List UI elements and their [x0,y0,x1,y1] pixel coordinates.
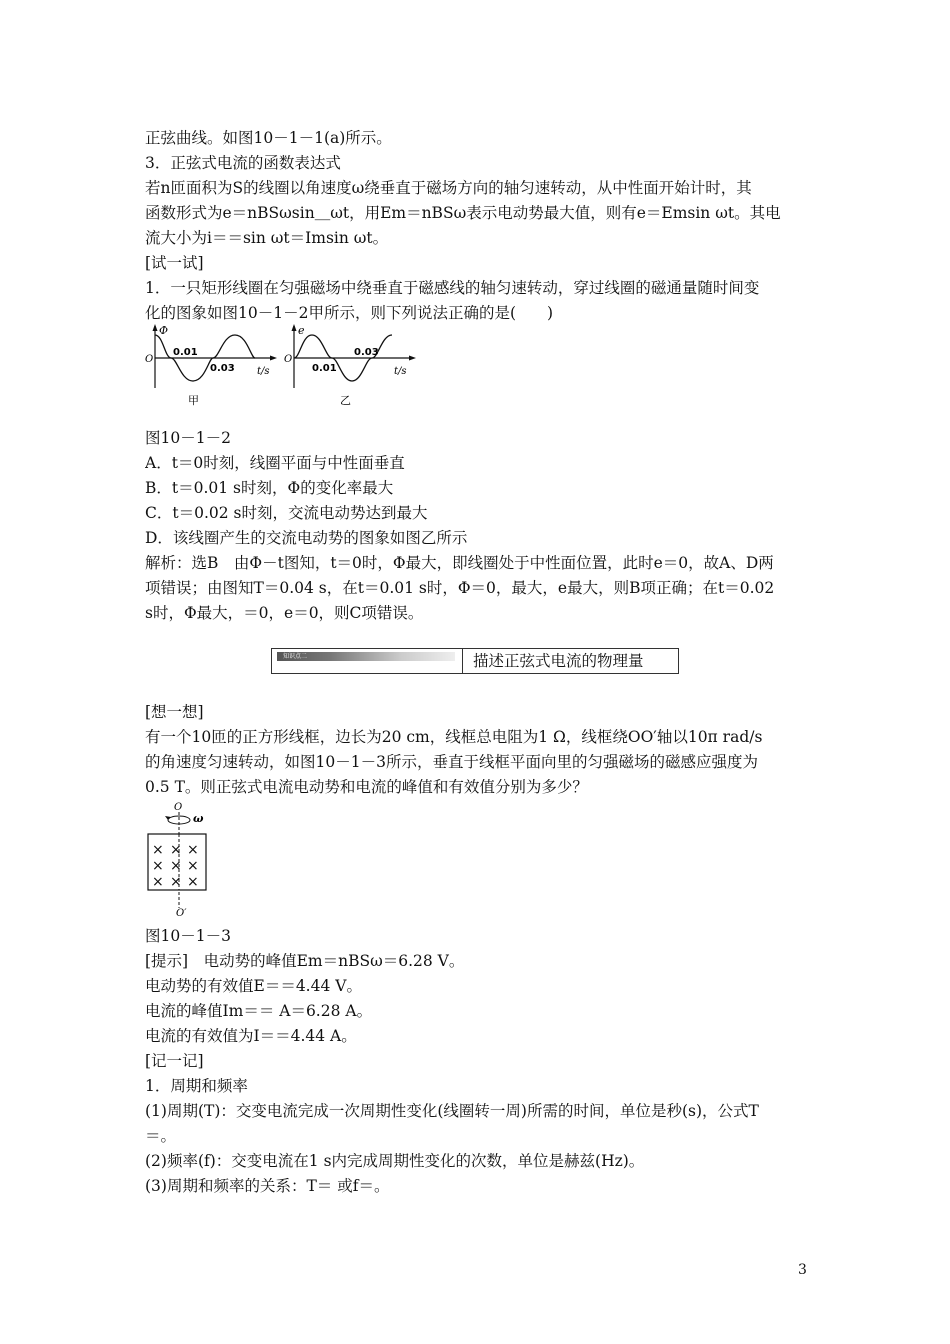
text-line: 正弦曲线。如图10－1－1(a)所示。 [145,129,392,147]
banner-tag-label: 知识点二 [283,653,308,660]
solution-text: 项错误；由图知T＝0.04 s，在t＝0.01 s时，Φ＝0，最大，e最大，则B项正确；在t＝0.02 [145,579,775,597]
field-mark: × [170,874,182,890]
banner-title: 描述正弦式电流的物理量 [473,652,644,670]
field-mark: × [152,858,164,874]
option-a: A．t＝0时刻，线圈平面与中性面垂直 [145,454,405,472]
omega-label: ω [193,812,204,825]
field-mark: × [152,842,164,858]
rotating-frame-figure [143,800,223,918]
y-axis-label: Φ [159,324,169,337]
hint-text: 电流的有效值为I＝＝4.44 A。 [145,1027,357,1045]
text-line: 函数形式为e＝nBSωsin＿ωt，用Em＝nBSω表示电动势最大值，则有e＝Emsin ωt。其电 [145,204,781,222]
tick-label: 0.01 [173,347,198,358]
field-mark: × [187,858,199,874]
problem-text: 有一个10匝的正方形线框，边长为20 cm，线框总电阻为1 Ω，线框绕OO′轴以10π rad/s [145,728,763,746]
field-mark: × [187,874,199,890]
section-heading: 3．正弦式电流的函数表达式 [145,154,341,172]
question-text: 化的图象如图10－1－2甲所示，则下列说法正确的是( ) [145,304,554,322]
tick-label: 0.03 [210,363,235,374]
page-number: 3 [798,1262,807,1278]
definition-text: (1)周期(T)：交变电流完成一次周期性变化(线圈转一周)所需的时间，单位是秒(s)，公式T [145,1102,759,1120]
x-axis-label: t/s [257,366,270,377]
field-mark: × [152,874,164,890]
problem-text: 0.5 T。则正弦式电流电动势和电流的峰值和有效值分别为多少？ [145,778,588,796]
origin-label: O [145,354,154,365]
phi-t-graph-jia [143,322,283,410]
text-line: 若n匝面积为S的线圈以角速度ω绕垂直于磁场方向的轴匀速转动，从中性面开始计时，其 [145,179,752,197]
banner-tag-chip [277,652,455,661]
option-d: D．该线圈产生的交流电动势的图象如图乙所示 [145,529,468,547]
section-label: [记一记] [145,1052,204,1070]
problem-text: 的角速度匀速转动，如图10－1－3所示，垂直于线框平面向里的匀强磁场的磁感应强度为 [145,753,758,771]
field-mark: × [187,842,199,858]
axis-bottom-label: O′ [176,908,187,918]
text-line: 流大小为i＝＝sin ωt＝Imsin ωt。 [145,229,389,247]
origin-label: O [284,354,293,365]
tick-label: 0.01 [312,363,337,374]
hint-text: 电流的峰值Im＝＝ A＝6.28 A。 [145,1002,373,1020]
field-mark: × [170,842,182,858]
axis-top-label: O [174,802,183,813]
section-label: [试一试] [145,254,204,272]
tick-label: 0.03 [354,347,379,358]
solution-text: s时，Φ最大，＝0，e＝0，则C项错误。 [145,604,424,622]
solution-text: 解析：选B 由Φ－t图知，t＝0时，Φ最大，即线圈处于中性面位置，此时e＝0，故A、D两 [145,554,774,572]
knowledge-point-banner [271,648,679,674]
option-c: C．t＝0.02 s时刻，交流电动势达到最大 [145,504,428,522]
section-heading: 1．周期和频率 [145,1077,248,1095]
figure-label: 图10－1－3 [145,927,231,945]
e-t-graph-yi [282,322,422,410]
hint-text: 电动势的有效值E＝＝4.44 V。 [145,977,362,995]
banner-tag-cell [272,649,463,673]
section-label: [想一想] [145,703,204,721]
definition-text: ＝。 [145,1127,177,1145]
hint-text: [提示] 电动势的峰值Em＝nBSω＝6.28 V。 [145,952,465,970]
figure-caption: 甲 [188,394,199,407]
option-b: B．t＝0.01 s时刻，Φ的变化率最大 [145,479,394,497]
question-text: 1．一只矩形线圈在匀强磁场中绕垂直于磁感线的轴匀速转动，穿过线圈的磁通量随时间变 [145,279,760,297]
figure-label: 图10－1－2 [145,429,231,447]
field-mark: × [170,858,182,874]
y-axis-label: e [298,324,305,337]
definition-text: (3)周期和频率的关系：T＝ 或f＝。 [145,1177,390,1195]
figure-caption: 乙 [340,394,351,407]
definition-text: (2)频率(f)：交变电流在1 s内完成周期性变化的次数，单位是赫兹(Hz)。 [145,1152,645,1170]
x-axis-label: t/s [394,366,407,377]
